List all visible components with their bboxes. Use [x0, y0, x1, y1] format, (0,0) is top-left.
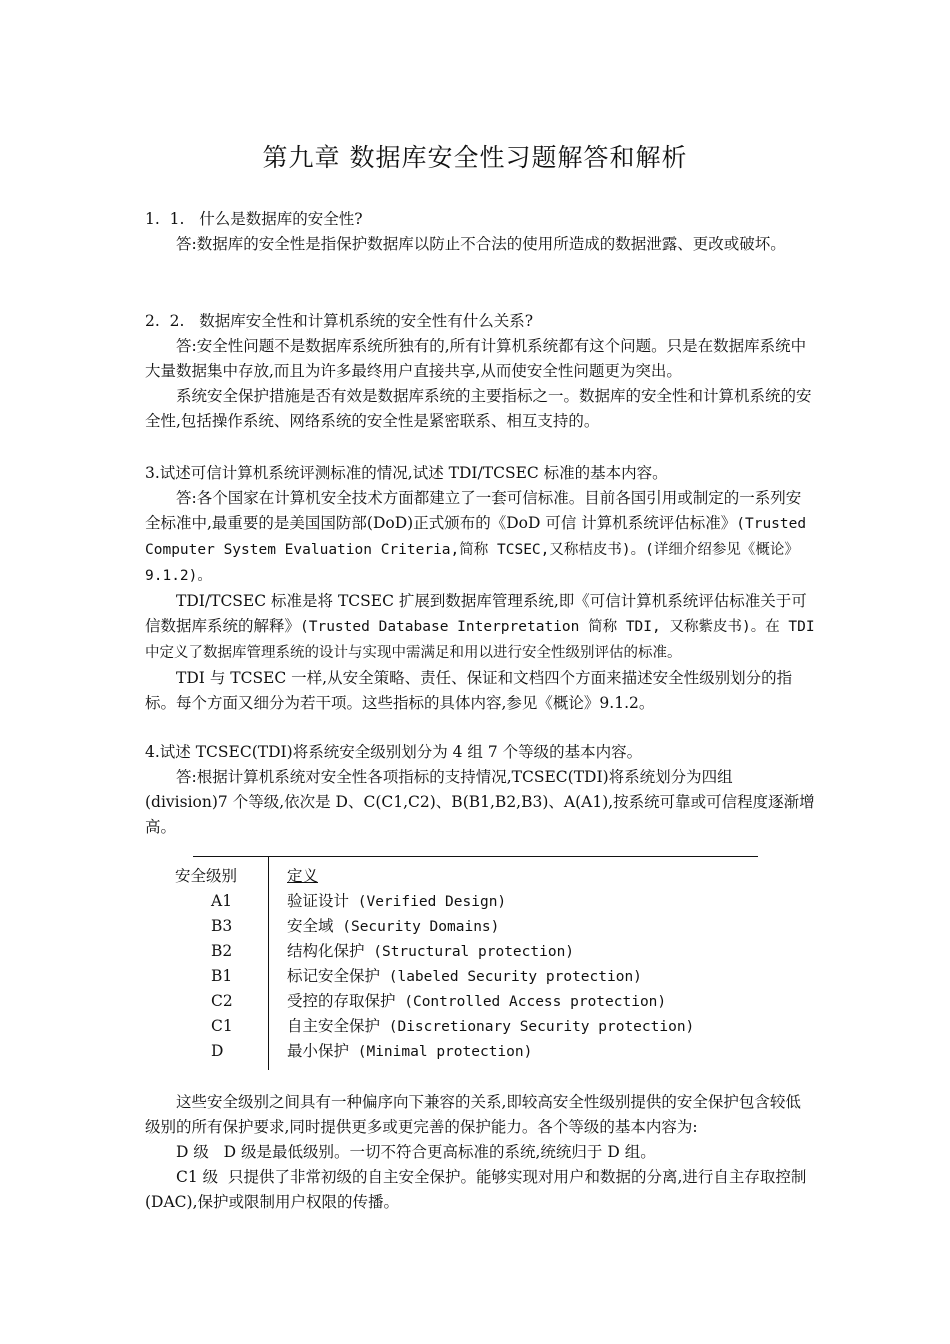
answer-3-para-2	[145, 589, 815, 666]
row-definition	[287, 939, 574, 965]
answer-1-text: 答:数据库的安全性是指保护数据库以防止不合法的使用所造成的数据泄露、更改或破坏。	[176, 235, 786, 253]
row-definition-en: (labeled Security protection)	[380, 969, 642, 985]
table-row	[175, 914, 760, 939]
table-row	[175, 1014, 760, 1039]
chapter-title: 第九章 数据库安全性习题解答和解析	[262, 143, 688, 172]
answer-3-para-2-a: TDI/TCSEC 标准是将 TCSEC 扩展到数据库管理系统,即《可信计算机系统评估标准关于可信数据库系统的解释》	[145, 592, 807, 635]
level-c1-para: C1 级 只提供了非常初级的自主安全保护。能够实现对用户和数据的分离,进行自主存取控制(DAC),保护或限制用户权限的传播。	[145, 1168, 807, 1211]
row-level: C2	[211, 992, 233, 1010]
table-row	[175, 889, 760, 914]
row-level: B1	[211, 967, 233, 985]
answer-2-para-1: 答:安全性问题不是数据库系统所独有的,所有计算机系统都有这个问题。只是在数据库系统中大量数据集中存放,而且为许多最终用户直接共享,从而使安全性问题更为突出。	[145, 337, 807, 380]
level-intro-para: 这些安全级别之间具有一种偏序向下兼容的关系,即较高安全性级别提供的安全保护包含较低级别的所有保护要求,同时提供更多或更完善的保护能力。各个等级的基本内容为:	[145, 1093, 801, 1136]
answer-3-para-3: TDI 与 TCSEC 一样,从安全策略、责任、保证和文档四个方面来描述安全性级别划分的指标。每个方面又细分为若干项。这些指标的具体内容,参见《概论》9.1.2。	[145, 669, 793, 712]
row-definition-zh: 标记安全保护	[287, 967, 381, 985]
row-level: B2	[211, 942, 233, 960]
row-definition-en: (Structural protection)	[364, 944, 575, 960]
row-level: D	[211, 1042, 224, 1060]
answer-3	[145, 486, 815, 716]
question-1: 1. 1. 什么是数据库的安全性?	[145, 210, 363, 228]
question-4: 4.试述 TCSEC(TDI)将系统安全级别划分为 4 组 7 个等级的基本内容。	[145, 743, 643, 761]
table-row	[175, 1039, 760, 1064]
row-definition-zh: 最小保护	[287, 1042, 350, 1060]
row-definition-en: (Security Domains)	[333, 919, 500, 935]
row-definition	[287, 1039, 532, 1065]
table-row	[175, 939, 760, 964]
table-top-rule	[193, 856, 758, 857]
row-level: A1	[211, 892, 233, 910]
table-row	[175, 989, 760, 1014]
answer-3-para-2-b: (Trusted Database Interpretation 简称 TDI, 又称紫皮书)。在 TDI 中定义了数据库管理系统的设计与实现中需满足和用以进行安全性级别评估的标准。	[145, 619, 815, 661]
question-3: 3.试述可信计算机系统评测标准的情况,试述 TDI/TCSEC 标准的基本内容。	[145, 464, 668, 482]
level-details	[145, 1090, 815, 1215]
level-d-para: D 级 D 级是最低级别。一切不符合更高标准的系统,统统归于 D 组。	[176, 1143, 656, 1161]
row-definition	[287, 964, 642, 990]
row-definition-zh: 结构化保护	[287, 942, 365, 960]
row-definition-en: (Controlled Access protection)	[395, 994, 667, 1010]
row-definition-en: (Minimal protection)	[349, 1044, 533, 1060]
header-level: 安全级别	[175, 867, 238, 885]
answer-1	[145, 232, 815, 257]
answer-3-para-1	[145, 486, 815, 589]
answer-3-para-1-a: 答:各个国家在计算机安全技术方面都建立了一套可信标准。目前各国引用或制定的一系列安全标准中,最重要的是美国国防部(DoD)正式颁布的《DoD 可信 计算机系统评估标准》	[145, 489, 802, 532]
question-2: 2. 2. 数据库安全性和计算机系统的安全性有什么关系?	[145, 312, 534, 330]
answer-2	[145, 334, 815, 434]
header-definition: 定义	[287, 867, 319, 885]
answer-3-para-1-b: (Trusted Computer System Evaluation Criteria,简称 TCSEC,又称桔皮书)。(详细介绍参见《概论》9.1.2)。	[145, 516, 807, 584]
row-definition-zh: 验证设计	[287, 892, 350, 910]
row-level: C1	[211, 1017, 233, 1035]
row-definition	[287, 889, 506, 915]
row-definition-zh: 受控的存取保护	[287, 992, 396, 1010]
answer-4-para-1: 答:根据计算机系统对安全性各项指标的支持情况,TCSEC(TDI)将系统划分为四组(division)7 个等级,依次是 D、C(C1,C2)、B(B1,B2,B3)、A(A1),按系统可靠或可信程度逐渐增高。	[145, 768, 815, 836]
row-definition-zh: 自主安全保护	[287, 1017, 381, 1035]
answer-4	[145, 765, 815, 840]
row-level: B3	[211, 917, 233, 935]
row-definition	[287, 989, 666, 1015]
answer-2-para-2: 系统安全保护措施是否有效是数据库系统的主要指标之一。数据库的安全性和计算机系统的安全性,包括操作系统、网络系统的安全性是紧密联系、相互支持的。	[145, 387, 812, 430]
row-definition	[287, 914, 499, 940]
row-definition-en: (Verified Design)	[349, 894, 507, 910]
table-header-row	[175, 864, 760, 889]
security-level-table	[175, 856, 760, 1070]
table-row	[175, 964, 760, 989]
row-definition	[287, 1014, 694, 1040]
row-definition-en: (Discretionary Security protection)	[380, 1019, 695, 1035]
row-definition-zh: 安全域	[287, 917, 334, 935]
